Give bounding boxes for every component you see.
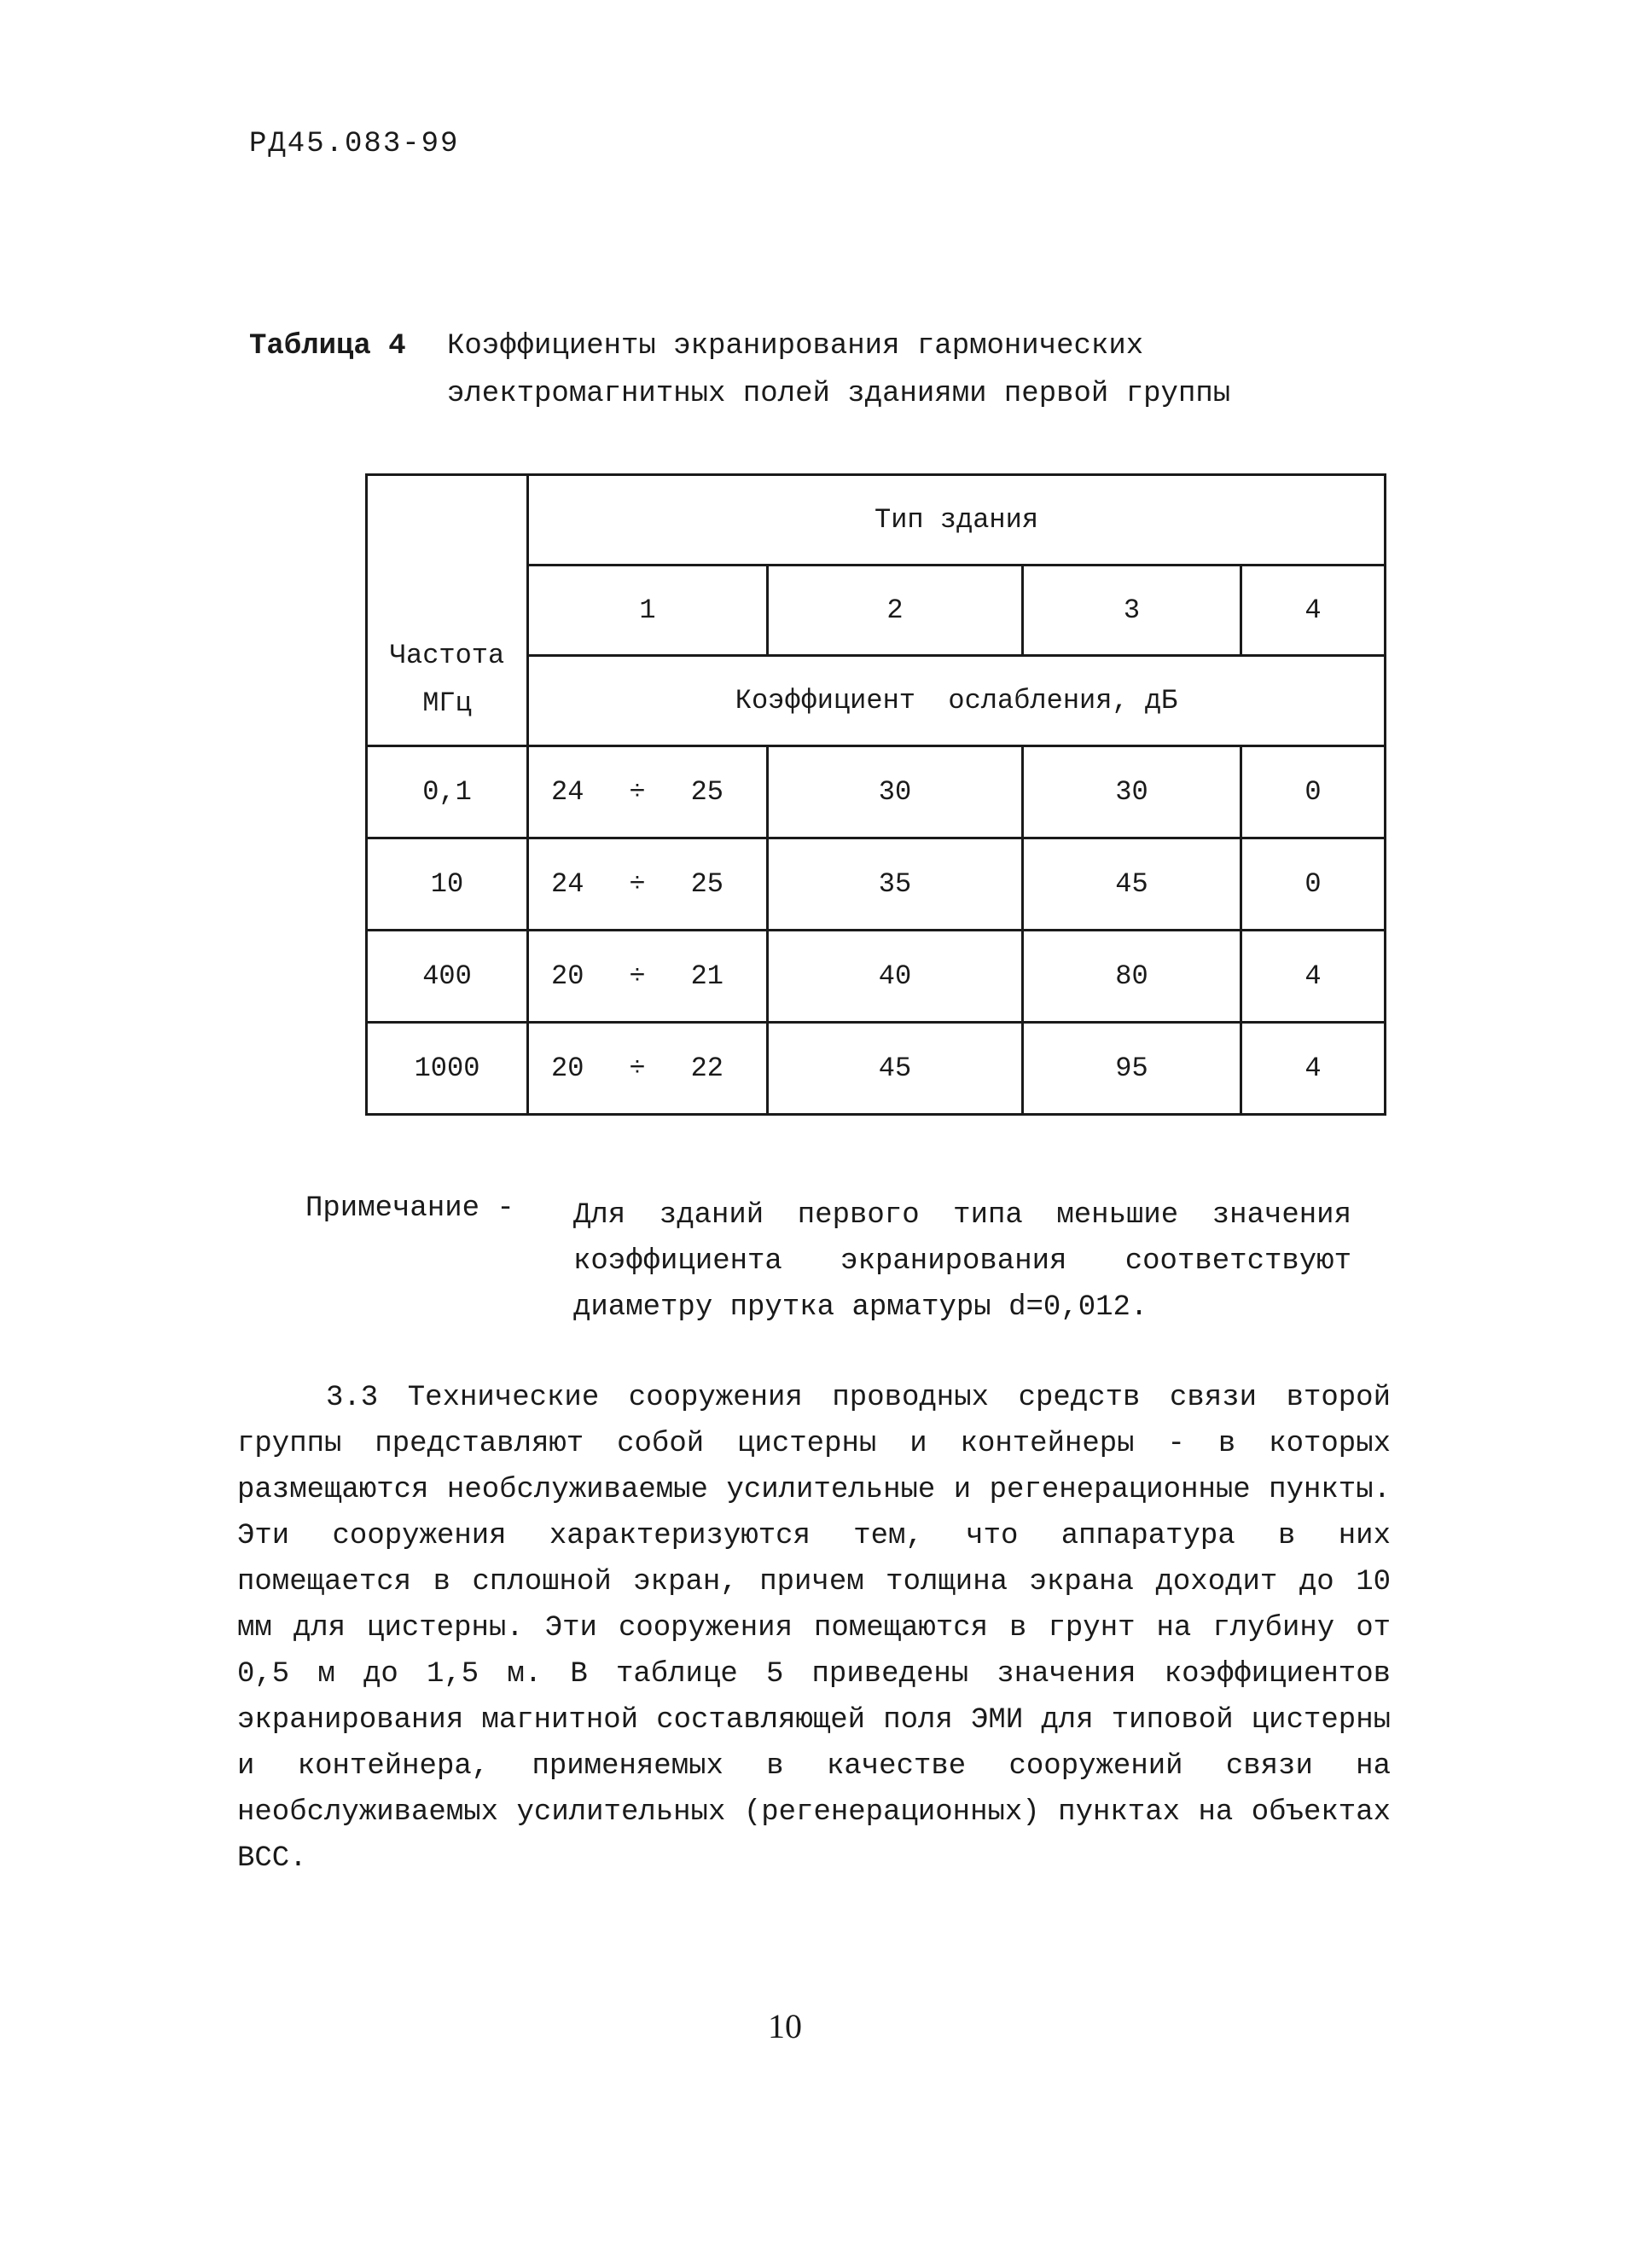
range-to: 22 — [690, 1053, 723, 1084]
document-id: РД45.083-99 — [249, 128, 460, 160]
range-from: 20 — [551, 960, 584, 992]
type3-cell: 30 — [1023, 746, 1241, 838]
table-row — [367, 1023, 1386, 1115]
type1-range-cell — [528, 931, 768, 1023]
type4-cell: 0 — [1241, 746, 1386, 838]
frequency-cell: 10 — [367, 838, 528, 931]
type2-cell: 40 — [768, 931, 1023, 1023]
range-from: 24 — [551, 776, 584, 808]
type3-cell: 80 — [1023, 931, 1241, 1023]
range-to: 25 — [690, 868, 723, 900]
type4-cell: 4 — [1241, 1023, 1386, 1115]
type2-cell: 45 — [768, 1023, 1023, 1115]
frequency-header-line1: Частота — [389, 640, 505, 671]
table-row — [367, 746, 1386, 838]
building-type-header: Тип здания — [528, 475, 1386, 566]
type4-cell: 4 — [1241, 931, 1386, 1023]
building-type-4: 4 — [1241, 566, 1386, 656]
range-from: 20 — [551, 1053, 584, 1084]
type1-range-cell — [528, 838, 768, 931]
note-text: Для зданий первого типа меньшие значения коэффициента экранирования соответствуют диаметру прутка арматуры d=0,012. — [573, 1199, 1351, 1324]
type2-cell: 30 — [768, 746, 1023, 838]
table-title-line2: электромагнитных полей зданиями первой группы — [447, 378, 1231, 410]
table-row — [367, 838, 1386, 931]
type3-cell: 95 — [1023, 1023, 1241, 1115]
note-label: Примечание - — [305, 1192, 514, 1225]
range-separator: ÷ — [629, 960, 646, 992]
building-type-2: 2 — [768, 566, 1023, 656]
range-separator: ÷ — [629, 776, 646, 808]
table-label: Таблица 4 — [249, 330, 406, 363]
table-title-line1: Коэффициенты экранирования гармонических — [447, 330, 1144, 363]
frequency-header-line2: МГц — [422, 687, 472, 719]
frequency-cell: 1000 — [367, 1023, 528, 1115]
body-paragraph: 3.3 Технические сооружения проводных средств связи второй группы представляют собой цистерны и контейнеры - в которых размещаются необслуживаемые усилительные и регенерационные пункты. Эти сооружения характеризуются тем, что аппаратура в них помещается в сплошной экран, причем толщина экрана доходит до 10 мм для цистерны. Эти сооружения помещаются в грунт на глубину от 0,5 м до 1,5 м. В таблице 5 приведены значения коэффициентов экранирования магнитной составляющей поля ЭМИ для типовой цистерны и контейнера, применяемых в качестве сооружений связи на необслуживаемых усилительных (регенерационных) пунктах на объектах ВСС. — [237, 1382, 1391, 1875]
table-row — [367, 931, 1386, 1023]
range-to: 21 — [690, 960, 723, 992]
building-type-1: 1 — [528, 566, 768, 656]
type1-range-cell — [528, 1023, 768, 1115]
building-type-3: 3 — [1023, 566, 1241, 656]
type1-range-cell — [528, 746, 768, 838]
type2-cell: 35 — [768, 838, 1023, 931]
page-number: 10 — [768, 2007, 802, 2045]
type3-cell: 45 — [1023, 838, 1241, 931]
frequency-cell: 400 — [367, 931, 528, 1023]
range-separator: ÷ — [629, 1053, 646, 1084]
frequency-header — [367, 475, 528, 746]
type4-cell: 0 — [1241, 838, 1386, 931]
coefficient-header: Коэффициент ослабления, дБ — [528, 656, 1386, 746]
frequency-cell: 0,1 — [367, 746, 528, 838]
range-from: 24 — [551, 868, 584, 900]
range-separator: ÷ — [629, 868, 646, 900]
shielding-table — [365, 473, 1386, 1116]
range-to: 25 — [690, 776, 723, 808]
